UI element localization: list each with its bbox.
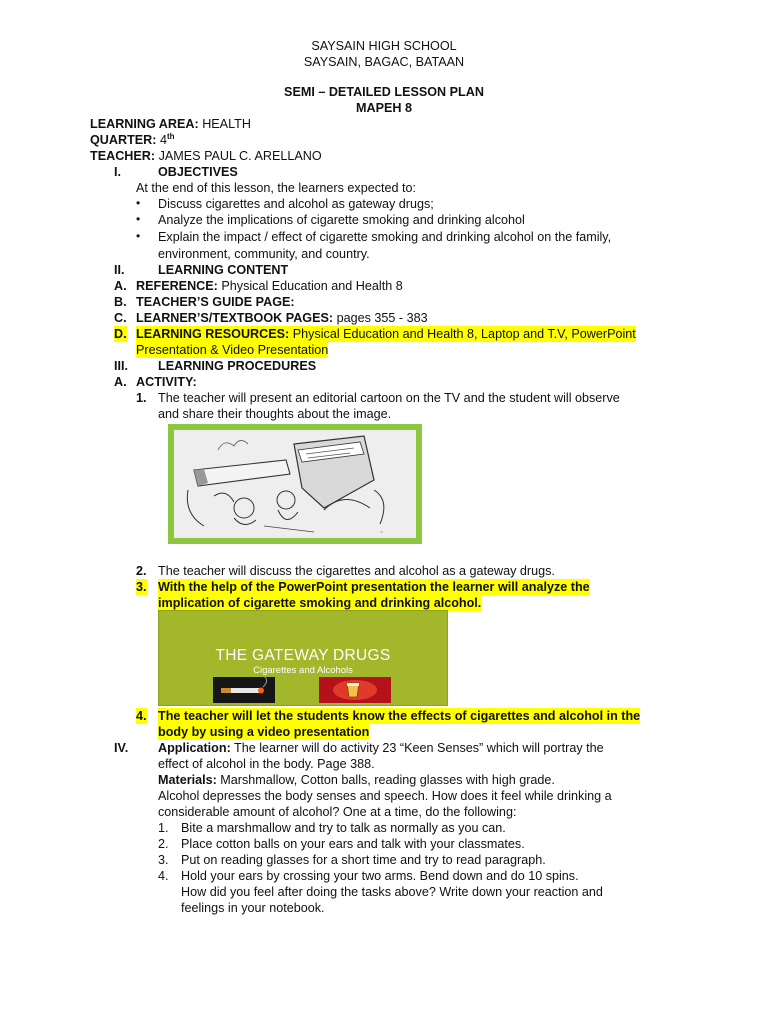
resources [136,326,636,342]
guide-letter: B. [114,295,127,309]
learning-area-value: HEALTH [202,117,251,131]
bullet-icon: • [136,212,141,226]
teacher [90,148,322,164]
objective-item-continued: environment, community, and country. [158,247,370,261]
reflection-question-continued: feelings in your notebook. [181,901,325,915]
reflection-question: How did you feel after doing the tasks above? Write down your reaction and [181,885,603,899]
step-text: The teacher will present an editorial cartoon on the TV and the student will observe [158,391,620,405]
application-text: The learner will do activity 23 “Keen Senses” which will portray the [234,741,604,755]
subject-title: MAPEH 8 [356,101,412,115]
cigarette-photo-icon [213,677,275,703]
step-text: The teacher will discuss the cigarettes and alcohol as a gateway drugs. [158,564,555,578]
resources-letter: D. [114,327,127,341]
resources-continued: Presentation & Video Presentation [136,343,329,357]
step-number: 3. [136,580,147,594]
step-number: 4. [136,709,147,723]
bullet-icon: • [136,196,141,210]
application-number: IV. [114,741,129,755]
learning-area-label: LEARNING AREA: [90,117,199,131]
cartoon-drawing [174,430,416,538]
learning-area [90,116,251,132]
step-text-highlighted-continued: implication of cigarette smoking and drinking alcohol. [158,596,482,610]
alcohol-photo-icon [319,677,391,703]
textbook-letter: C. [114,311,127,325]
step-text-highlighted: With the help of the PowerPoint presentation the learner will analyze the [158,580,590,594]
teacher-label: TEACHER: [90,149,156,163]
step-text-highlighted-continued: body by using a video presentation [158,725,370,739]
quarter-label: QUARTER: [90,133,157,147]
content-heading: LEARNING CONTENT [158,263,289,277]
bullet-icon: • [136,229,141,243]
powerpoint-slide-image [158,610,448,706]
objectives-intro: At the end of this lesson, the learners expected to: [136,181,417,195]
step-text-continued: and share their thoughts about the image. [158,407,392,421]
application-label: Application: [158,741,231,755]
task-number: 2. [158,837,169,851]
teacher-value: JAMES PAUL C. ARELLANO [158,149,322,163]
step-number: 1. [136,391,147,405]
task-number: 3. [158,853,169,867]
quarter-suffix: th [166,131,175,141]
application-paragraph: Alcohol depresses the body senses and speech. How does it feel while drinking a [158,789,612,803]
reference [136,278,403,294]
resources-label: LEARNING RESOURCES: [136,327,290,341]
task-text: Hold your ears by crossing your two arms. Bend down and do 10 spins. [181,869,579,883]
quarter-value: 4 [159,133,167,147]
task-number: 1. [158,821,169,835]
quarter [90,132,175,148]
activity-label: ACTIVITY: [136,375,197,389]
school-address: SAYSAIN, BAGAC, BATAAN [303,55,465,69]
editorial-cartoon-image [168,424,422,544]
slide-title: THE GATEWAY DRUGS [215,647,391,664]
materials [158,772,555,788]
procedures-heading: LEARNING PROCEDURES [158,359,317,373]
svg-text:~: ~ [380,530,383,536]
slide-subtitle: Cigarettes and Alcohols [253,665,353,676]
application [158,740,604,756]
procedures-number: III. [114,359,128,373]
task-number: 4. [158,869,169,883]
reference-label: REFERENCE: [136,279,218,293]
objective-item: Explain the impact / effect of cigarette smoking and drinking alcohol on the family, [158,230,612,244]
materials-label: Materials: [158,773,217,787]
objectives-number: I. [114,165,121,179]
step-number: 2. [136,564,147,578]
task-text: Place cotton balls on your ears and talk with your classmates. [181,837,525,851]
cartoon-sketch-icon [174,430,416,538]
application-text-continued: effect of alcohol in the body. Page 388. [158,757,375,771]
textbook-pages-label: LEARNER’S/TEXTBOOK PAGES: [136,311,334,325]
materials-value: Marshmallow, Cotton balls, reading glasses with high grade. [220,773,555,787]
resources-value: Physical Education and Health 8, Laptop and T.V, PowerPoint [292,327,636,341]
reference-letter: A. [114,279,127,293]
application-paragraph-continued: considerable amount of alcohol? One at a time, do the following: [158,805,517,819]
textbook-pages-value: pages 355 - 383 [336,311,428,325]
guide-page-label: TEACHER’S GUIDE PAGE: [136,295,295,309]
school-name: SAYSAIN HIGH SCHOOL [311,39,457,53]
plan-title: SEMI – DETAILED LESSON PLAN [284,85,484,99]
task-text: Put on reading glasses for a short time and try to read paragraph. [181,853,546,867]
activity-letter: A. [114,375,127,389]
objectives-heading: OBJECTIVES [158,165,238,179]
textbook-pages [136,310,428,326]
step-text-highlighted: The teacher will let the students know the effects of cigarettes and alcohol in the [158,709,641,723]
objective-item: Discuss cigarettes and alcohol as gateway drugs; [158,197,434,211]
objective-item: Analyze the implications of cigarette smoking and drinking alcohol [158,213,525,227]
task-text: Bite a marshmallow and try to talk as normally as you can. [181,821,506,835]
content-number: II. [114,263,125,277]
reference-value: Physical Education and Health 8 [221,279,403,293]
